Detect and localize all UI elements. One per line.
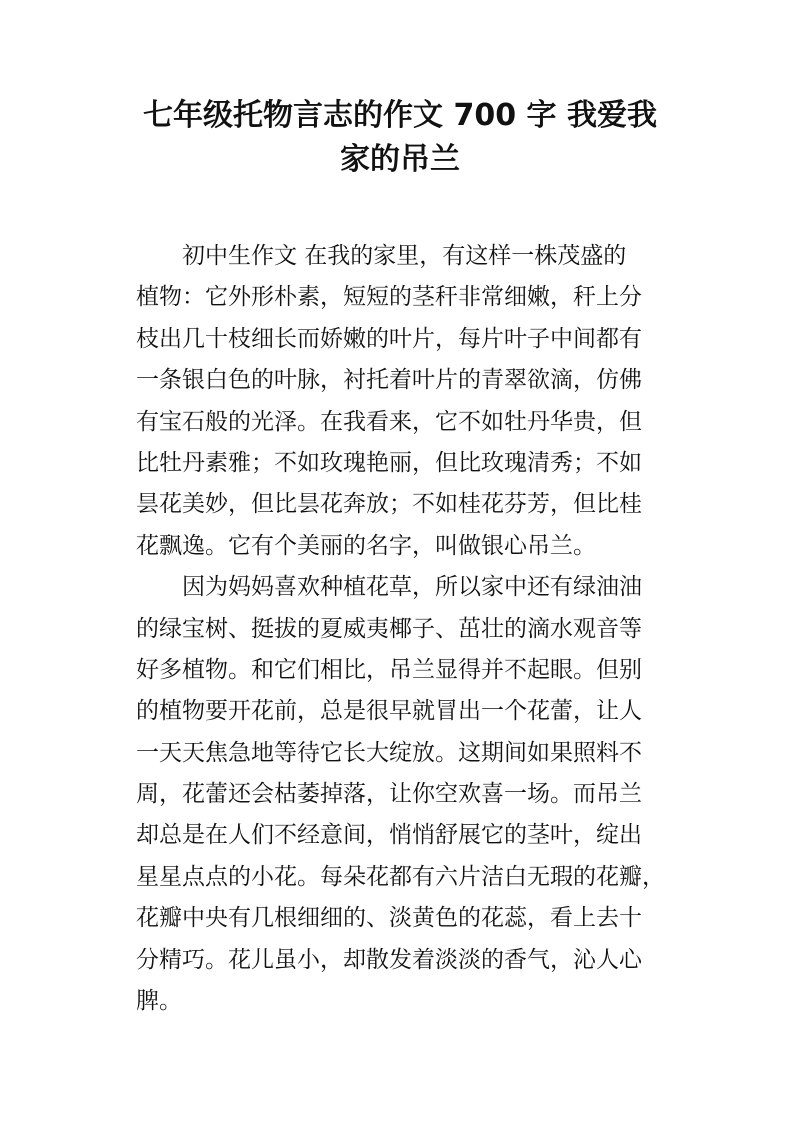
text-line: 初中生作文 在我的家里，有这样一株茂盛的	[182, 243, 627, 269]
text-line: 植物：它外形朴素，短短的茎秆非常细嫩，秆上分	[136, 284, 642, 311]
text-line: 却总是在人们不经意间，悄悄舒展它的茎叶，绽出	[136, 822, 642, 849]
paragraph-1	[136, 236, 676, 567]
text-line: 一天天焦急地等待它长大绽放。这期间如果照料不	[136, 739, 642, 766]
text-line: 花瓣中央有几根细细的、淡黄色的花蕊，看上去十	[136, 905, 642, 932]
text-line: 比牡丹素雅；不如玫瑰艳丽，但比玫瑰清秀；不如	[136, 449, 642, 476]
text-line: 好多植物。和它们相比，吊兰显得并不起眼。但别	[136, 656, 642, 683]
title-line-2: 家的吊兰	[340, 142, 460, 177]
title-line-1: 七年级托物言志的作文 700 字 我爱我	[143, 98, 657, 133]
text-line: 枝出几十枝细长而娇嫩的叶片，每片叶子中间都有	[136, 325, 642, 352]
text-line: 脾。	[136, 988, 182, 1015]
document-body	[136, 236, 676, 1022]
text-line: 昙花美妙，但比昙花奔放；不如桂花芬芳，但比桂	[136, 491, 642, 518]
text-line: 的植物要开花前，总是很早就冒出一个花蕾，让人	[136, 698, 642, 725]
text-line: 有宝石般的光泽。在我看来，它不如牡丹华贵，但	[136, 408, 642, 435]
text-line: 分精巧。花儿虽小，却散发着淡淡的香气，沁人心	[136, 946, 642, 973]
paragraph-2	[136, 567, 676, 1022]
text-line: 因为妈妈喜欢种植花草，所以家中还有绿油油	[182, 574, 642, 601]
text-line: 一条银白色的叶脉，衬托着叶片的青翠欲滴，仿佛	[136, 367, 642, 394]
text-line: 周，花蕾还会枯萎掉落，让你空欢喜一场。而吊兰	[136, 781, 642, 808]
text-line: 的绿宝树、挺拔的夏威夷椰子、茁壮的滴水观音等	[136, 615, 642, 642]
text-line: 花飘逸。它有个美丽的名字，叫做银心吊兰。	[136, 532, 596, 559]
document-title	[130, 94, 670, 182]
text-line: 星星点点的小花。每朵花都有六片洁白无瑕的花瓣，	[136, 863, 665, 890]
